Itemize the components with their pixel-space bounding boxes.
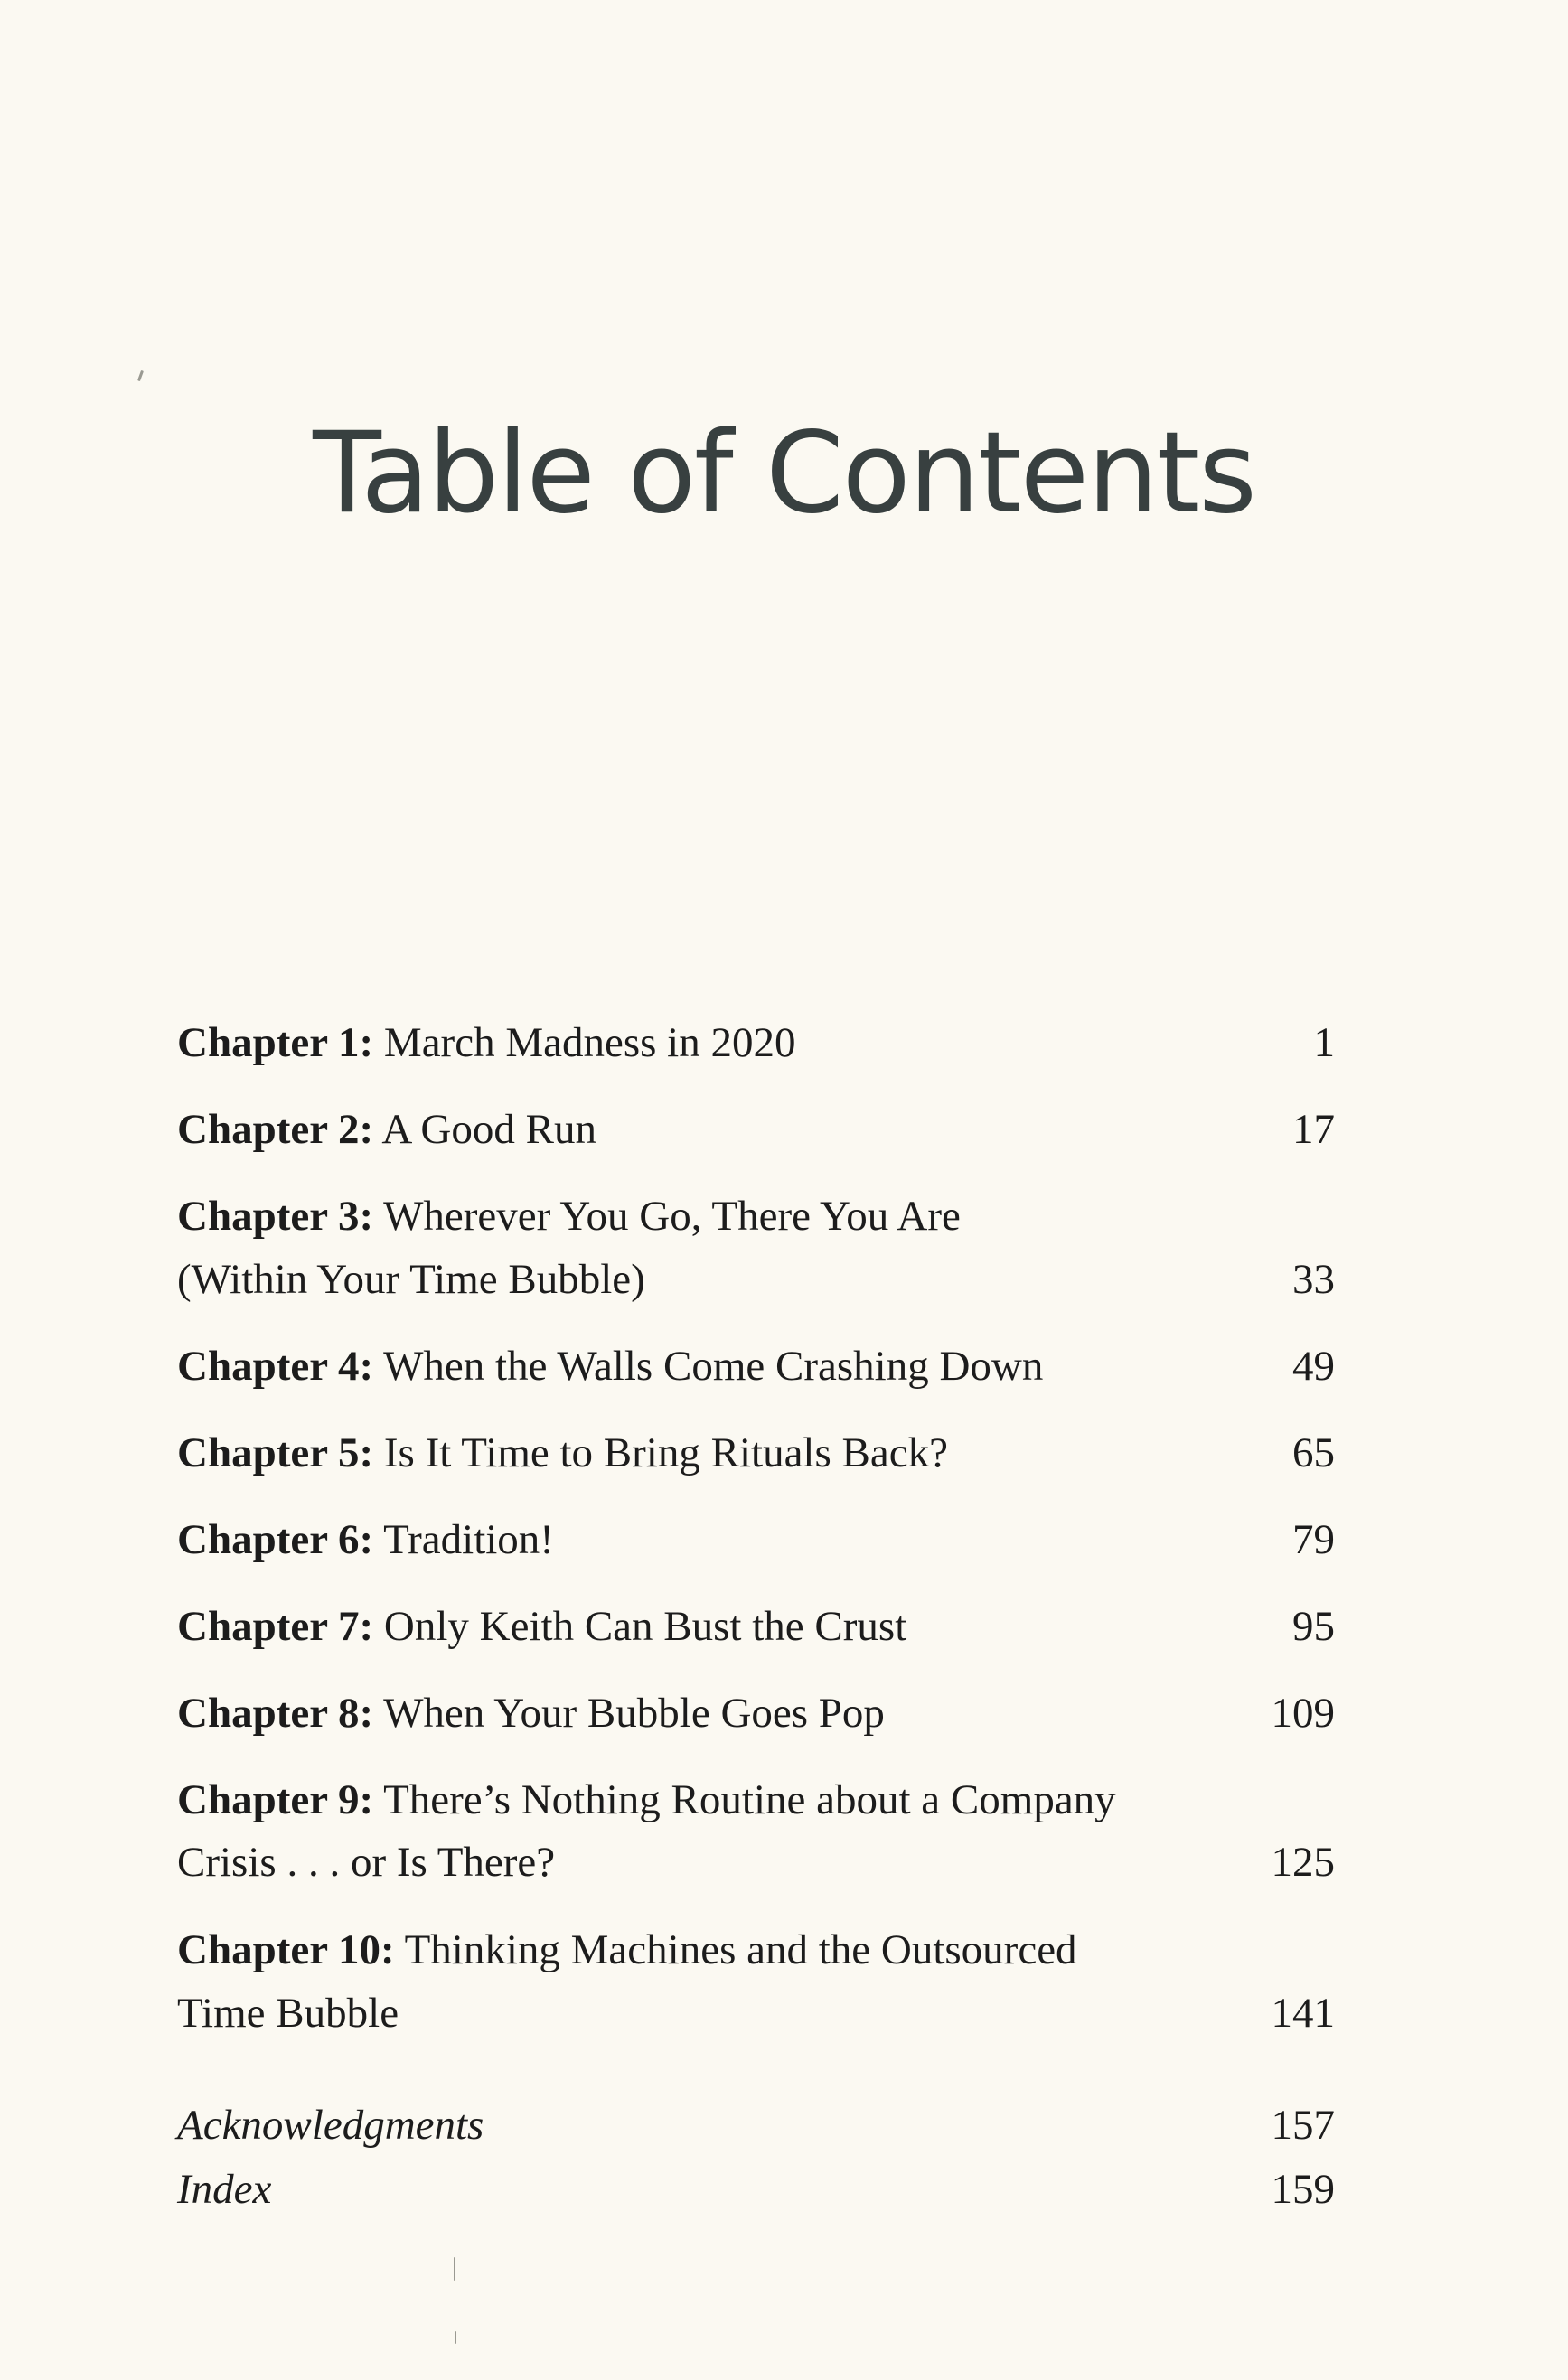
page-number: 109 <box>1271 1690 1335 1737</box>
chapter-label: Chapter 8: <box>177 1690 374 1737</box>
page-title: Table of Contents <box>313 408 1255 539</box>
page-number: 33 <box>1292 1256 1335 1303</box>
chapter-label: Chapter 3: <box>177 1193 374 1240</box>
toc-entry-chapter-1[interactable] <box>177 1019 796 1066</box>
chapter-title: Only Keith Can Bust the Crust <box>383 1603 907 1650</box>
page-number: 1 <box>1313 1019 1335 1066</box>
toc-entry-chapter-3[interactable] <box>177 1195 961 1238</box>
page-number: 49 <box>1292 1343 1335 1390</box>
chapter-label: Chapter 4: <box>177 1343 374 1390</box>
toc-entry-chapter-6[interactable] <box>177 1516 554 1563</box>
chapter-title: Tradition! <box>383 1516 554 1563</box>
chapter-title: When Your Bubble Goes Pop <box>383 1690 885 1737</box>
chapter-title: A Good Run <box>381 1106 596 1153</box>
chapter-title-continuation: Crisis . . . or Is There? <box>177 1839 556 1886</box>
chapter-label: Chapter 6: <box>177 1516 374 1563</box>
chapter-title: There’s Nothing Routine about a Company <box>383 1776 1116 1823</box>
scan-speck <box>454 2257 455 2281</box>
toc-entry-chapter-8[interactable] <box>177 1692 885 1735</box>
toc-entry-chapter-7[interactable] <box>177 1603 907 1650</box>
chapter-title: Is It Time to Bring Rituals Back? <box>383 1429 948 1476</box>
page-number: 159 <box>1271 2166 1335 2213</box>
chapter-title-continuation: Time Bubble <box>177 1990 399 2037</box>
toc-entry-acknowledgments[interactable]: Acknowledgments <box>177 2102 484 2149</box>
chapter-title: When the Walls Come Crashing Down <box>383 1343 1044 1390</box>
chapter-title: March Madness in 2020 <box>383 1019 796 1066</box>
page-number: 125 <box>1271 1839 1335 1886</box>
toc-entry-chapter-5[interactable] <box>177 1429 948 1476</box>
toc-entry-chapter-9[interactable] <box>177 1776 1116 1823</box>
chapter-label: Chapter 5: <box>177 1429 374 1476</box>
toc-entry-index[interactable]: Index <box>177 2166 272 2213</box>
chapter-title: Wherever You Go, There You Are <box>383 1193 961 1240</box>
chapter-label: Chapter 2: <box>177 1106 374 1153</box>
page-number: 95 <box>1292 1603 1335 1650</box>
chapter-label: Chapter 7: <box>177 1603 374 1650</box>
toc-entry-chapter-2[interactable] <box>177 1106 596 1153</box>
scan-speck <box>455 2331 456 2344</box>
chapter-label: Chapter 1: <box>177 1019 374 1066</box>
chapter-title-continuation: (Within Your Time Bubble) <box>177 1256 645 1303</box>
toc-entry-chapter-4[interactable] <box>177 1345 1043 1388</box>
chapter-label: Chapter 9: <box>177 1776 374 1823</box>
page-number: 141 <box>1271 1990 1335 2037</box>
page-number: 79 <box>1292 1516 1335 1563</box>
toc-entry-chapter-10[interactable] <box>177 1926 1077 1973</box>
page-number: 65 <box>1292 1429 1335 1476</box>
chapter-title: Thinking Machines and the Outsourced <box>404 1926 1077 1973</box>
page-number: 17 <box>1292 1106 1335 1153</box>
chapter-label: Chapter 10: <box>177 1926 395 1973</box>
page-number: 157 <box>1271 2102 1335 2149</box>
